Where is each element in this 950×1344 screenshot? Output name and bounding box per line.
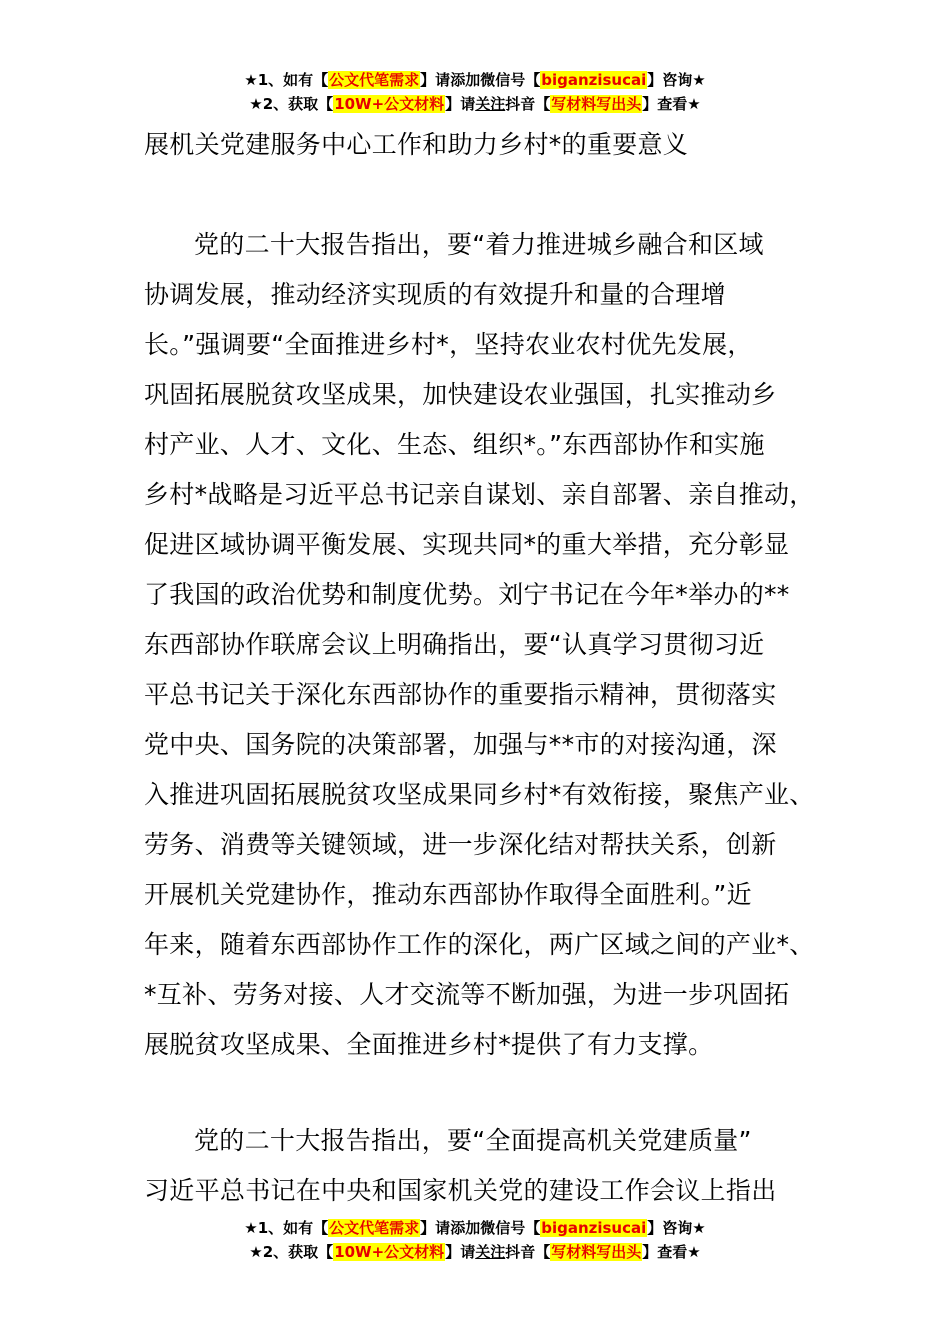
promo-line-1 <box>0 68 950 92</box>
promo-text: 微信号【 <box>480 71 541 89</box>
promo-text: 】查看★ <box>642 1243 701 1261</box>
paragraph-line: 党的二十大报告指出，要“着力推进城乡融合和区域 <box>194 230 764 259</box>
paragraph-line: 开展机关党建协作，推动东西部协作取得全面胜利。”近 <box>144 880 752 909</box>
paragraph-line: 促进区域协调平衡发展、实现共同*的重大举措，充分彰显 <box>144 530 790 559</box>
promo-highlight: 10W+公文材料 <box>334 95 445 113</box>
paragraph-line: 展脱贫攻坚成果、全面推进乡村*提供了有力支撑。 <box>144 1030 714 1059</box>
paragraph-line: 党的二十大报告指出，要“全面提高机关党建质量” <box>194 1126 752 1155</box>
promo-text: 微信号【 <box>480 1219 541 1237</box>
heading-text: 展机关党建服务中心工作和助力乡村*的重要意义 <box>144 130 689 159</box>
promo-text: 】查看★ <box>642 95 701 113</box>
promo-text: 抖音【 <box>505 1243 551 1261</box>
document-heading <box>144 120 824 170</box>
paragraph-line: 入推进巩固拓展脱贫攻坚成果同乡村*有效衔接，聚焦产业、 <box>144 780 815 809</box>
promo-text: ★2、获取【 <box>249 95 334 113</box>
promo-text: ★1、如有【 <box>244 1219 329 1237</box>
promo-highlight: 公文代笔需求 <box>329 71 420 89</box>
promo-text: 】咨询★ <box>647 71 706 89</box>
promo-highlight: 10W+公文材料 <box>334 1243 445 1261</box>
promo-line-2 <box>0 92 950 116</box>
promo-emphasis: 添加 <box>450 1219 481 1237</box>
promo-text: 】请 <box>420 71 451 89</box>
promo-wechat-id: biganzisucai <box>541 71 647 89</box>
paragraph-line: *互补、劳务对接、人才交流等不断加强，为进一步巩固拓 <box>144 980 790 1009</box>
promo-text: 】咨询★ <box>647 1219 706 1237</box>
promo-douyin-account: 写材料写出头 <box>551 95 642 113</box>
promo-highlight: 公文代笔需求 <box>329 1219 420 1237</box>
promo-line-1 <box>0 1216 950 1240</box>
promo-emphasis: 添加 <box>450 71 481 89</box>
promo-text: 抖音【 <box>505 95 551 113</box>
paragraph-line: 长。”强调要“全面推进乡村*，坚持农业农村优先发展， <box>144 330 753 359</box>
promo-text: 】请 <box>445 95 476 113</box>
paragraph-line: 平总书记关于深化东西部协作的重要指示精神，贯彻落实 <box>144 680 777 709</box>
promo-text: ★1、如有【 <box>244 71 329 89</box>
paragraph-line: 村产业、人才、文化、生态、组织*。”东西部协作和实施 <box>144 430 765 459</box>
promo-douyin-account: 写材料写出头 <box>551 1243 642 1261</box>
promo-emphasis: 关注 <box>475 95 506 113</box>
promo-text: 】请 <box>420 1219 451 1237</box>
promo-text: ★2、获取【 <box>249 1243 334 1261</box>
paragraph-line: 年来，随着东西部协作工作的深化，两广区域之间的产业*、 <box>144 930 815 959</box>
paragraph-line: 劳务、消费等关键领域，进一步深化结对帮扶关系，创新 <box>144 830 777 859</box>
promo-line-2 <box>0 1240 950 1264</box>
promo-banner-bottom <box>0 1216 950 1264</box>
paragraph-line: 党中央、国务院的决策部署，加强与**市的对接沟通，深 <box>144 730 777 759</box>
paragraph-line: 东西部协作联席会议上明确指出，要“认真学习贯彻习近 <box>144 630 765 659</box>
paragraph-line: 了我国的政治优势和制度优势。刘宁书记在今年*举办的** <box>144 580 790 609</box>
promo-banner-top <box>0 68 950 116</box>
promo-text: 】请 <box>445 1243 476 1261</box>
paragraph-line: 巩固拓展脱贫攻坚成果，加快建设农业强国，扎实推动乡 <box>144 380 777 409</box>
paragraph-line: 乡村*战略是习近平总书记亲自谋划、亲自部署、亲自推动， <box>144 480 815 509</box>
paragraph-line: 协调发展，推动经济实现质的有效提升和量的合理增 <box>144 280 726 309</box>
paragraph-line: 习近平总书记在中央和国家机关党的建设工作会议上指出 <box>144 1176 777 1205</box>
promo-emphasis: 关注 <box>475 1243 506 1261</box>
body-paragraph-2 <box>144 1116 824 1216</box>
body-paragraph-1 <box>144 220 824 1070</box>
promo-wechat-id: biganzisucai <box>541 1219 647 1237</box>
